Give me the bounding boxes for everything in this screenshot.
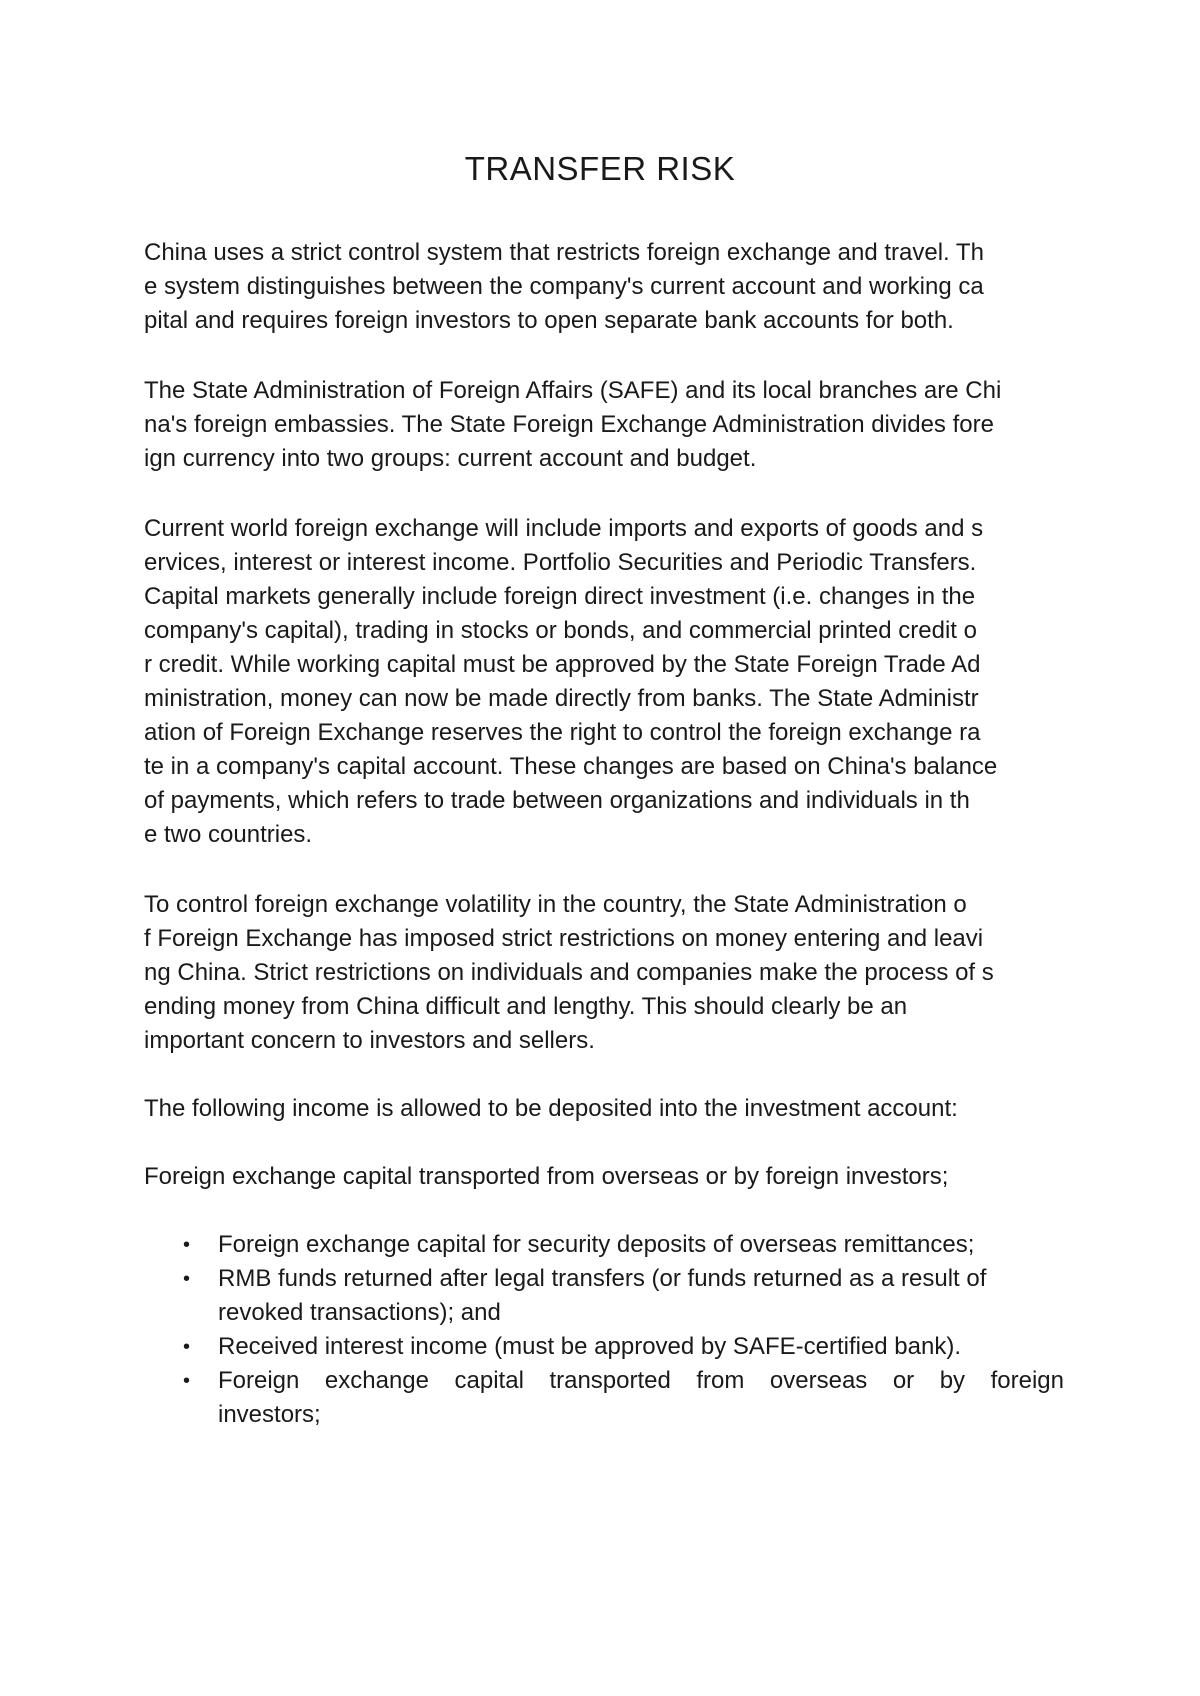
paragraph-line: To control foreign exchange volatility in the country, the State Administration o (144, 891, 967, 918)
paragraph-line: pital and requires foreign investors to open separate bank accounts for both. (144, 307, 954, 334)
word: Foreign (218, 1367, 300, 1394)
paragraph-line: na's foreign embassies. The State Foreign Exchange Administration divides fore (144, 411, 994, 438)
paragraph-line: e two countries. (144, 821, 313, 848)
paragraph-line: ation of Foreign Exchange reserves the right to control the foreign exchange ra (144, 719, 981, 746)
paragraph-line: f Foreign Exchange has imposed strict restrictions on money entering and leavi (144, 925, 984, 952)
bullet-icon: • (183, 1268, 191, 1290)
paragraph-line: important concern to investors and sellers. (144, 1027, 595, 1054)
bullet-icon: • (183, 1336, 191, 1358)
word: from (696, 1367, 745, 1394)
paragraph-line: The State Administration of Foreign Affairs (SAFE) and its local branches are Chi (144, 377, 1002, 404)
word: transported (549, 1367, 671, 1394)
list-item-line: investors; (218, 1401, 321, 1428)
document-title: TRANSFER RISK (464, 150, 736, 187)
word: overseas (769, 1367, 868, 1394)
paragraph-line: e system distinguishes between the company's current account and working ca (144, 273, 984, 300)
list-item-line: RMB funds returned after legal transfers (or funds returned as a result of (218, 1265, 987, 1292)
word: or (892, 1367, 915, 1394)
word: foreign (990, 1367, 1064, 1394)
list-item-line (218, 1364, 1064, 1398)
paragraph-line: of payments, which refers to trade between organizations and individuals in th (144, 787, 970, 814)
paragraph-line: company's capital), trading in stocks or bonds, and commercial printed credit o (144, 617, 977, 644)
paragraph-line: Current world foreign exchange will include imports and exports of goods and s (144, 515, 984, 542)
paragraph-line: ervices, interest or interest income. Portfolio Securities and Periodic Transfers. (144, 549, 977, 576)
paragraph-line: ending money from China difficult and lengthy. This should clearly be an (144, 993, 908, 1020)
bullet-icon: • (183, 1370, 191, 1392)
paragraph-line: The following income is allowed to be deposited into the investment account: (144, 1095, 958, 1122)
paragraph-line: Foreign exchange capital transported from overseas or by foreign investors; (144, 1163, 949, 1190)
word: by (939, 1367, 966, 1394)
bullet-icon: • (183, 1234, 191, 1256)
paragraph-line: ministration, money can now be made directly from banks. The State Administr (144, 685, 979, 712)
list-item-line: revoked transactions); and (218, 1299, 501, 1326)
paragraph-line: te in a company's capital account. These changes are based on China's balance (144, 753, 998, 780)
paragraph-line: China uses a strict control system that restricts foreign exchange and travel. Th (144, 239, 984, 266)
list-item-line: Received interest income (must be approved by SAFE-certified bank). (218, 1333, 962, 1360)
paragraph-line: Capital markets generally include foreign direct investment (i.e. changes in the (144, 583, 976, 610)
paragraph-line: ign currency into two groups: current account and budget. (144, 445, 757, 472)
paragraph-line: r credit. While working capital must be approved by the State Foreign Trade Ad (144, 651, 981, 678)
paragraph-line: ng China. Strict restrictions on individuals and companies make the process of s (144, 959, 994, 986)
word: capital (454, 1367, 524, 1394)
list-item-line: Foreign exchange capital for security deposits of overseas remittances; (218, 1231, 975, 1258)
word: exchange (324, 1367, 429, 1394)
